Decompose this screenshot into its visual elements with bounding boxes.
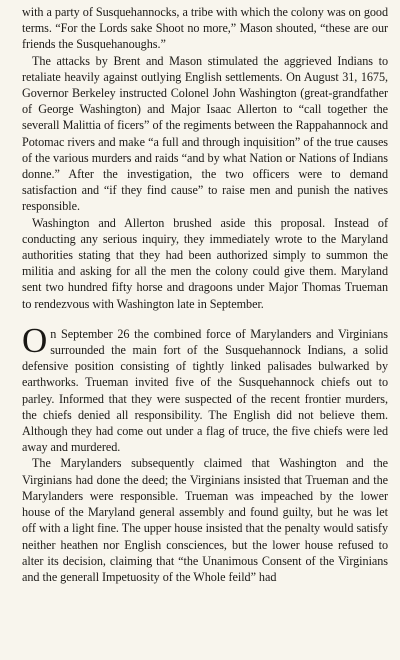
paragraph-continuation: with a party of Susquehannocks, a tribe with which the colony was on good terms. “For the Lords sake Shoot no more,” Mason shouted, “these are our friends the Susquehanoughs.” [22, 5, 388, 52]
paragraph-september-26 [22, 320, 388, 456]
paragraph-washington-allerton: Washington and Allerton brushed aside this proposal. Instead of conducting any serious inquiry, they immediately wrote to the Maryland authorities stating that they had been authorized simply to summon the militia and asking for all the men the colony could give them. Maryland sent two hundred fifty horse and dragoons under Major Thomas Trueman to rendezvous with Washington late in September. [22, 215, 388, 311]
paragraph-september-26-text: n September 26 the combined force of Marylanders and Virginians surrounded the main fort of the Susquehannock Indians, a solid defensive position consisting of tightly linked palisades bulwarked by earthworks. Trueman invited five of the Susquehannock chiefs out to parley. Informed that they were suspected of the recent frontier murders, the chiefs denied all responsibility. The English did not believe them. Although they had come out under a flag of truce, the five chiefs were led away and murdered. [22, 326, 388, 455]
drop-cap: O [22, 320, 48, 360]
paragraph-attacks: The attacks by Brent and Mason stimulated the aggrieved Indians to retaliate heavily against outlying English settlements. On August 31, 1675, Governor Berkeley instructed Colonel John Washington (great-grandfather of George Washington) and Major Isaac Allerton to “call together the severall Malittia of ficers” of the regiments between the Rappahannock and Potomac rivers and make “a full and through inquisition” of the true causes of the various murders and raids “and by what Nation or Nations of Indians donne.” After the investigation, the two officers were to demand satisfaction and “if they find cause” to raise men and punish the natives responsible. [22, 53, 388, 214]
paragraph-marylanders: The Marylanders subsequently claimed that Washington and the Virginians had done the deed; the Virginians insisted that Trueman and the Marylanders were responsible. Trueman was impeached by the lower house of the Maryland general assembly and found guilty, but he was let off with a light fine. The upper house insisted that the penalty would satisfy neither heathen nor English consciences, but the lower house refused to alter its decision, claiming that “the Unanimous Consent of the Virginians and the generall Impetuosity of the Whole feild” had [22, 456, 388, 584]
